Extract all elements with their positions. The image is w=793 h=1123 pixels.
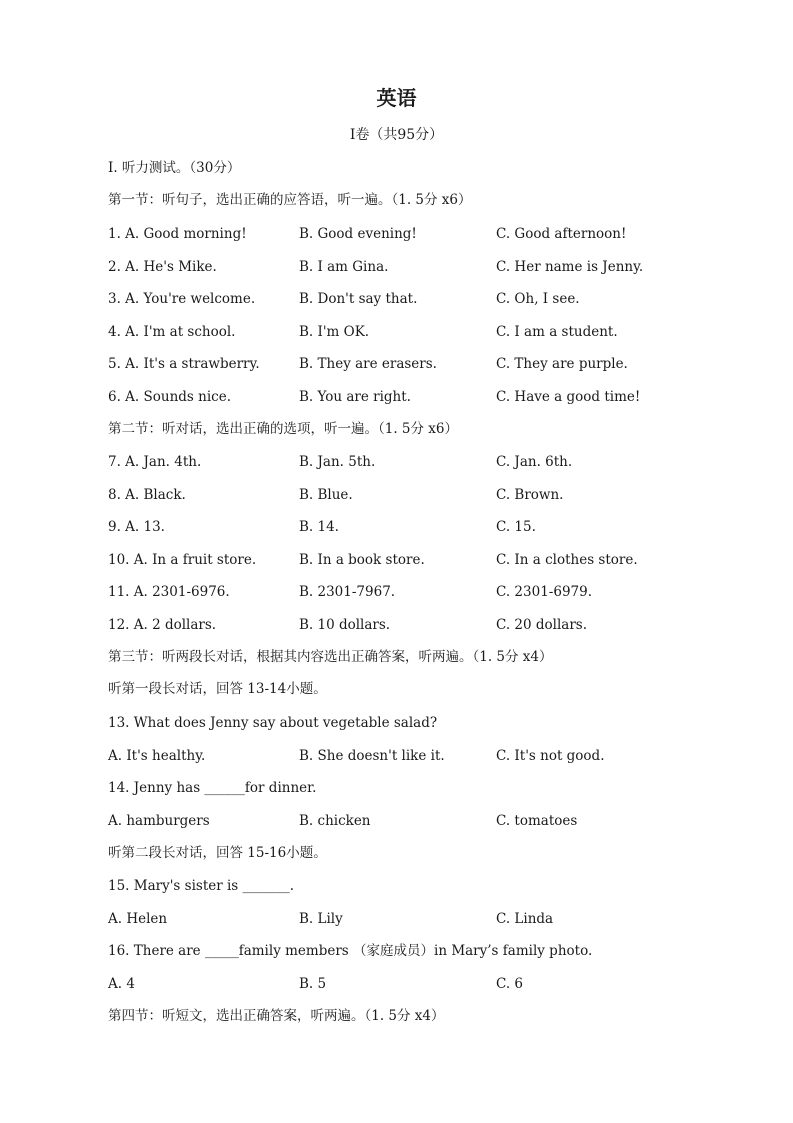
option-b: B. You are right.	[299, 389, 411, 405]
question-stem: 14. Jenny has ______for dinner.	[108, 780, 317, 796]
section2-heading: 第二节：听对话，选出正确的选项，听一遍。（1. 5分 x6）	[108, 421, 459, 437]
option-b: B. 10 dollars.	[299, 617, 391, 633]
option-c: C. Oh, I see.	[496, 291, 580, 307]
dialog1-intro: 听第一段长对话，回答 13-14小题。	[108, 681, 327, 697]
section3-heading: 第三节：听两段长对话，根据其内容选出正确答案，听两遍。（1. 5分 x4）	[108, 649, 553, 665]
option-a: 5. A. It's a strawberry.	[108, 356, 260, 372]
option-b: B. I am Gina.	[299, 259, 389, 275]
option-c: C. It's not good.	[496, 748, 605, 764]
option-a: A. 4	[108, 976, 135, 992]
question-stem: 15. Mary's sister is _______.	[108, 878, 295, 894]
option-b: B. Good evening!	[299, 226, 417, 242]
option-c: C. Her name is Jenny.	[496, 259, 644, 275]
option-a: 9. A. 13.	[108, 519, 165, 535]
option-b: B. In a book store.	[299, 552, 425, 568]
option-a: 6. A. Sounds nice.	[108, 389, 231, 405]
option-a: 8. A. Black.	[108, 487, 186, 503]
option-b: B. Jan. 5th.	[299, 454, 376, 470]
option-a: 1. A. Good morning!	[108, 226, 247, 242]
option-b: B. chicken	[299, 813, 371, 829]
option-b: B. They are erasers.	[299, 356, 437, 372]
option-a: A. Helen	[108, 911, 168, 927]
option-c: C. tomatoes	[496, 813, 578, 829]
option-b: B. She doesn't like it.	[299, 748, 445, 764]
option-b: B. 14.	[299, 519, 339, 535]
option-c: C. Good afternoon!	[496, 226, 627, 242]
option-c: C. I am a student.	[496, 324, 618, 340]
option-a: A. hamburgers	[108, 813, 210, 829]
option-a: 4. A. I'm at school.	[108, 324, 236, 340]
dialog2-intro: 听第二段长对话，回答 15-16小题。	[108, 845, 327, 861]
option-a: A. It's healthy.	[108, 748, 206, 764]
option-c: C. Linda	[496, 911, 554, 927]
option-b: B. Don't say that.	[299, 291, 418, 307]
option-a: 10. A. In a fruit store.	[108, 552, 257, 568]
page-subtitle: I卷（共95分）	[349, 127, 444, 143]
option-b: B. Blue.	[299, 487, 353, 503]
option-c: C. 6	[496, 976, 524, 992]
option-b: B. 2301-7967.	[299, 584, 396, 600]
option-c: C. 2301-6979.	[496, 584, 592, 600]
option-a: 2. A. He's Mike.	[108, 259, 217, 275]
option-c: C. 15.	[496, 519, 536, 535]
option-c: C. Brown.	[496, 487, 564, 503]
page-title: 英语	[376, 86, 417, 110]
section4-heading: 第四节：听短文，选出正确答案，听两遍。（1. 5分 x4）	[108, 1008, 445, 1024]
option-c: C. Have a good time!	[496, 389, 641, 405]
part-heading: I. 听力测试。（30分）	[108, 160, 241, 176]
option-a: 7. A. Jan. 4th.	[108, 454, 202, 470]
option-b: B. I'm OK.	[299, 324, 370, 340]
option-a: 3. A. You're welcome.	[108, 291, 256, 307]
option-b: B. 5	[299, 976, 327, 992]
option-c: C. They are purple.	[496, 356, 628, 372]
option-b: B. Lily	[299, 911, 343, 927]
option-a: 12. A. 2 dollars.	[108, 617, 217, 633]
question-stem: 16. There are _____family members （家庭成员）in Mary’s family photo.	[108, 943, 593, 959]
section1-heading: 第一节：听句子，选出正确的应答语，听一遍。（1. 5分 x6）	[108, 192, 472, 208]
option-c: C. Jan. 6th.	[496, 454, 573, 470]
option-a: 11. A. 2301-6976.	[108, 584, 230, 600]
option-c: C. 20 dollars.	[496, 617, 588, 633]
option-c: C. In a clothes store.	[496, 552, 638, 568]
question-stem: 13. What does Jenny say about vegetable salad?	[108, 715, 438, 731]
